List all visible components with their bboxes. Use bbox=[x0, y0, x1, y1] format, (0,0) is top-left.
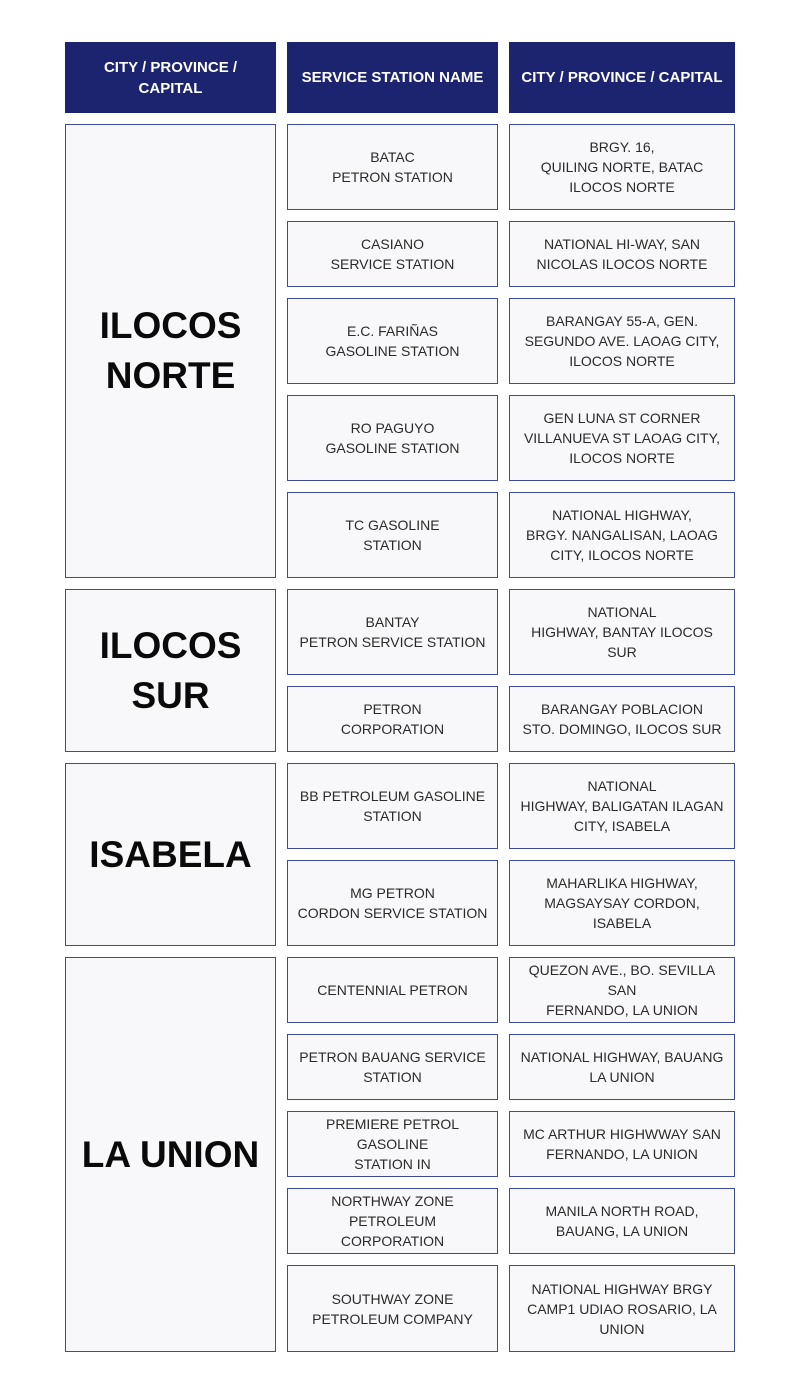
station-address: BARANGAY POBLACION STO. DOMINGO, ILOCOS SUR bbox=[509, 686, 735, 752]
station-name: E.C. FARIÑAS GASOLINE STATION bbox=[287, 298, 498, 384]
header-province: CITY / PROVINCE / CAPITAL bbox=[65, 42, 276, 113]
station-address: NATIONAL HI-WAY, SAN NICOLAS ILOCOS NORTE bbox=[509, 221, 735, 287]
province-isabela: ISABELA bbox=[65, 763, 276, 946]
station-address: NATIONAL HIGHWAY, BAUANG LA UNION bbox=[509, 1034, 735, 1100]
station-name: MG PETRON CORDON SERVICE STATION bbox=[287, 860, 498, 946]
province-la-union: LA UNION bbox=[65, 957, 276, 1352]
station-address: BRGY. 16, QUILING NORTE, BATAC ILOCOS NORTE bbox=[509, 124, 735, 210]
station-name: RO PAGUYO GASOLINE STATION bbox=[287, 395, 498, 481]
station-address: NATIONAL HIGHWAY, BRGY. NANGALISAN, LAOAG CITY, ILOCOS NORTE bbox=[509, 492, 735, 578]
station-address: MAHARLIKA HIGHWAY, MAGSAYSAY CORDON, ISABELA bbox=[509, 860, 735, 946]
station-address: NATIONAL HIGHWAY, BALIGATAN ILAGAN CITY, ISABELA bbox=[509, 763, 735, 849]
station-address: MC ARTHUR HIGHWWAY SAN FERNANDO, LA UNION bbox=[509, 1111, 735, 1177]
station-name: SOUTHWAY ZONE PETROLEUM COMPANY bbox=[287, 1265, 498, 1352]
station-name: CASIANO SERVICE STATION bbox=[287, 221, 498, 287]
station-address: GEN LUNA ST CORNER VILLANUEVA ST LAOAG CITY, ILOCOS NORTE bbox=[509, 395, 735, 481]
station-name: BATAC PETRON STATION bbox=[287, 124, 498, 210]
station-name: TC GASOLINE STATION bbox=[287, 492, 498, 578]
station-name: BANTAY PETRON SERVICE STATION bbox=[287, 589, 498, 675]
station-name: BB PETROLEUM GASOLINE STATION bbox=[287, 763, 498, 849]
station-name: PETRON CORPORATION bbox=[287, 686, 498, 752]
station-name: NORTHWAY ZONE PETROLEUM CORPORATION bbox=[287, 1188, 498, 1254]
station-address: QUEZON AVE., BO. SEVILLA SAN FERNANDO, LA UNION bbox=[509, 957, 735, 1023]
station-address: BARANGAY 55-A, GEN. SEGUNDO AVE. LAOAG CITY, ILOCOS NORTE bbox=[509, 298, 735, 384]
header-station-name: SERVICE STATION NAME bbox=[287, 42, 498, 113]
header-address: CITY / PROVINCE / CAPITAL bbox=[509, 42, 735, 113]
province-ilocos-norte: ILOCOS NORTE bbox=[65, 124, 276, 578]
station-name: PETRON BAUANG SERVICE STATION bbox=[287, 1034, 498, 1100]
station-address: MANILA NORTH ROAD, BAUANG, LA UNION bbox=[509, 1188, 735, 1254]
station-name: CENTENNIAL PETRON bbox=[287, 957, 498, 1023]
province-ilocos-sur: ILOCOS SUR bbox=[65, 589, 276, 752]
station-address: NATIONAL HIGHWAY, BANTAY ILOCOS SUR bbox=[509, 589, 735, 675]
station-name: PREMIERE PETROL GASOLINE STATION IN bbox=[287, 1111, 498, 1177]
station-address: NATIONAL HIGHWAY BRGY CAMP1 UDIAO ROSARIO, LA UNION bbox=[509, 1265, 735, 1352]
